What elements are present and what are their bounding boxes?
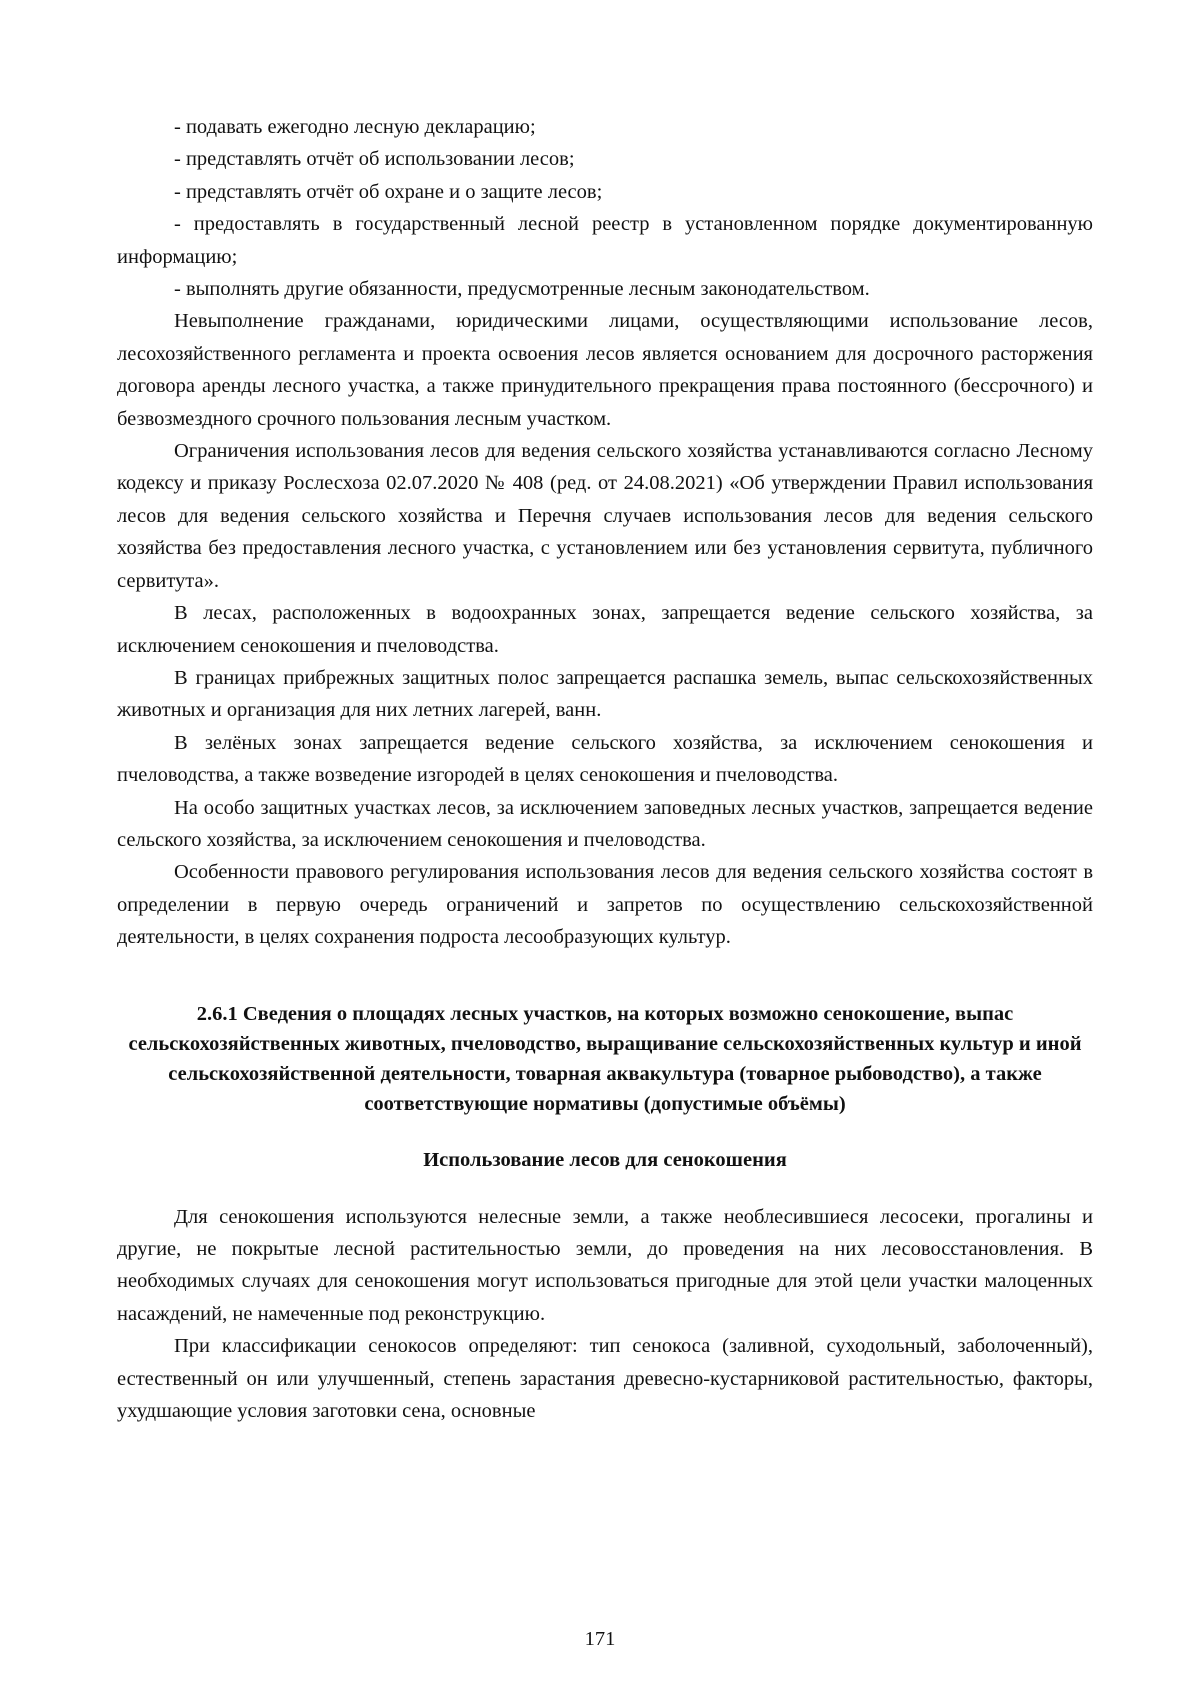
paragraph: - представлять отчёт об использовании лесов; bbox=[174, 148, 575, 171]
bottom-text-block bbox=[117, 1201, 1093, 1428]
subsection-heading: Использование лесов для сенокошения bbox=[423, 1148, 787, 1171]
paragraph: - подавать ежегодно лесную декларацию; bbox=[174, 116, 536, 138]
page-number: 171 bbox=[584, 1628, 616, 1650]
paragraph: В зелёных зонах запрещается ведение сельского хозяйства, за исключением сенокошения и пчеловодства, а также возведение изгородей в целях сенокошения и пчеловодства. bbox=[117, 731, 1093, 787]
paragraph: Невыполнение гражданами, юридическими лицами, осуществляющими использование лесов, лесохозяйственного регламента и проекта освоения лесов является основанием для досрочного расторжения договора аренды лесного участка, а также принудительного прекращения права постоянного (бессрочного) и безвозмездного срочного пользования лесным участком. bbox=[117, 310, 1093, 430]
paragraph: - предоставлять в государственный лесной реестр в установленном порядке документированную информацию; bbox=[117, 213, 1093, 268]
paragraph: - представлять отчёт об охране и о защите лесов; bbox=[174, 180, 603, 203]
paragraph: При классификации сенокосов определяют: тип сенокоса (заливной, суходольный, заболоченный), естественный он или улучшенный, степень зарастания древесно-кустарниковой растительностью, факторы, ухудшающие условия заготовки сена, основные bbox=[117, 1335, 1093, 1422]
paragraph: На особо защитных участках лесов, за исключением заповедных лесных участков, запрещается ведение сельского хозяйства, за исключением сенокошения и пчеловодства. bbox=[117, 796, 1093, 851]
section-heading: 2.6.1 Сведения о площадях лесных участков, на которых возможно сенокошение, выпас сельскохозяйственных животных, пчеловодство, выращивание сельскохозяйственных культур и иной сельскохозяйственной деятельности, товарная аквакультура (товарное рыбоводство), а также соответствующие нормативы (допустимые объёмы) bbox=[128, 1002, 1082, 1115]
paragraph: Ограничения использования лесов для ведения сельского хозяйства устанавливаются согласно Лесному кодексу и приказу Рослесхоза 02.07.2020 № 408 (ред. от 24.08.2021) «Об утверждении Правил использования лесов для ведения сельского хозяйства и Перечня случаев использования лесов для ведения сельского хозяйства без предоставления лесного участка, с установлением или без установления сервитута, публичного сервитута». bbox=[117, 440, 1093, 592]
paragraph: Особенности правового регулирования использования лесов для ведения сельского хозяйства состоят в определении в первую очередь ограничений и запретов по осуществлению сельскохозяйственной деятельности, в целях сохранения подроста лесообразующих культур. bbox=[117, 861, 1093, 949]
paragraph: В лесах, расположенных в водоохранных зонах, запрещается ведение сельского хозяйства, за исключением сенокошения и пчеловодства. bbox=[117, 602, 1093, 657]
paragraph: Для сенокошения используются нелесные земли, а также необлесившиеся лесосеки, прогалины и другие, не покрытые лесной растительностью земли, до проведения на них лесовосстановления. В необходимых случаях для сенокошения могут использоваться пригодные для этой цели участки малоценных насаждений, не намеченные под реконструкцию. bbox=[117, 1205, 1093, 1325]
paragraph: В границах прибрежных защитных полос запрещается распашка земель, выпас сельскохозяйственных животных и организация для них летних лагерей, ванн. bbox=[117, 666, 1093, 722]
paragraph: - выполнять другие обязанности, предусмотренные лесным законодательством. bbox=[174, 278, 870, 301]
top-text-block bbox=[117, 111, 1093, 954]
